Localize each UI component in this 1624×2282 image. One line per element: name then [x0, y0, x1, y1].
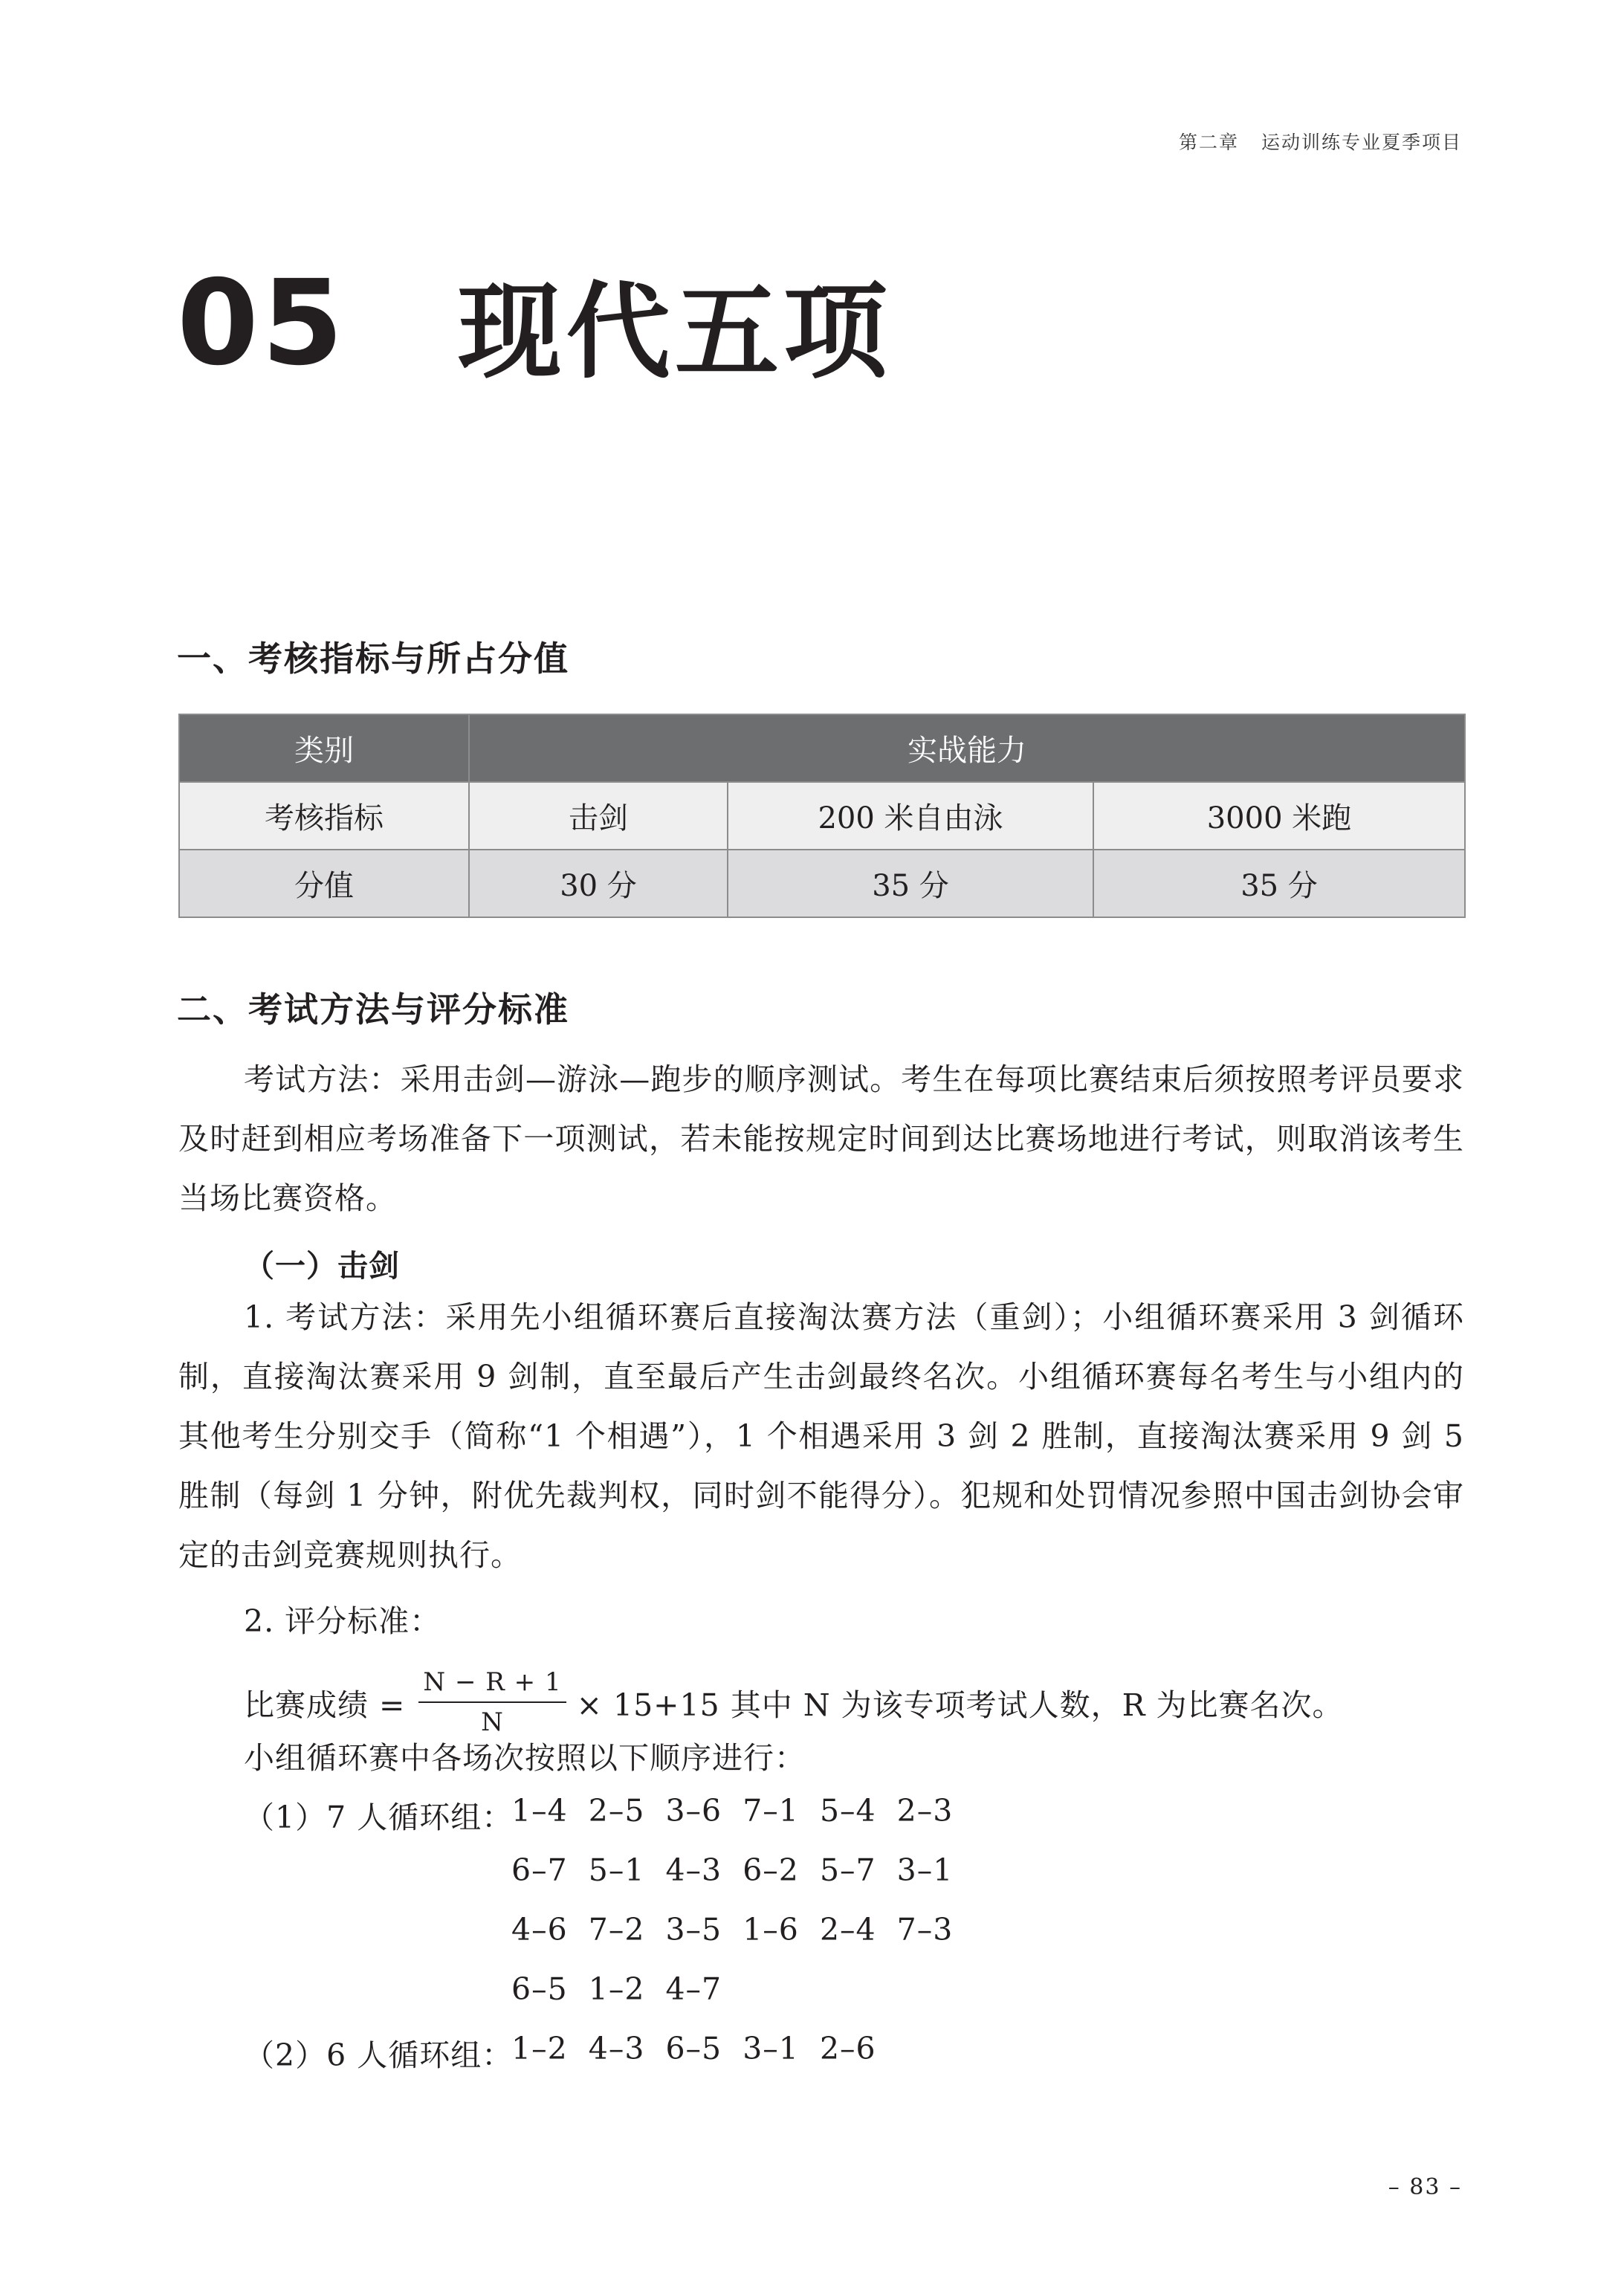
table-row: [179, 782, 1465, 850]
chapter-heading: [177, 255, 892, 393]
seven-group-label: （1）7 人循环组：: [244, 1800, 514, 1835]
section-heading-1: 一、考核指标与所占分值: [177, 639, 569, 679]
intro-paragraph: 考试方法：采用击剑—游泳—跑步的顺序测试。考生在每项比赛结束后须按照考评员要求及时赶到相应考场准备下一项测试，若未能按规定时间到达比赛场地进行考试，则取消该考生当场比赛资格。: [178, 1061, 1464, 1216]
table-cell: 击剑: [469, 782, 728, 850]
seven-group-row: 4–6 7–2 3–5 1–6 2–4 7–3: [511, 1912, 954, 1948]
page-number: – 83 –: [1388, 2174, 1462, 2200]
formula-suffix: × 15+15 其中 N 为该专项考试人数，R 为比赛名次。: [576, 1687, 1344, 1723]
table-header-group: 实战能力: [469, 714, 1465, 782]
formula-fraction: [418, 1667, 566, 1737]
chapter-name: 现代五项: [457, 271, 892, 393]
table-header-row: [179, 714, 1465, 782]
fencing-heading: （一）击剑: [244, 1248, 400, 1284]
six-group-row: 1–2 4–3 6–5 3–1 2–6: [511, 2031, 876, 2066]
header-chapter: 第二章: [1178, 132, 1239, 153]
formula-denominator: N: [481, 1707, 504, 1737]
table-header-category: 类别: [179, 714, 469, 782]
table-row-label: 分值: [179, 850, 469, 917]
table-row-label: 考核指标: [179, 782, 469, 850]
table-cell: 3000 米跑: [1093, 782, 1465, 850]
scoring-heading: 2. 评分标准：: [244, 1603, 441, 1639]
round-robin-intro: 小组循环赛中各场次按照以下顺序进行：: [244, 1740, 806, 1776]
header-title: 运动训练专业夏季项目: [1261, 132, 1462, 153]
table-cell: 200 米自由泳: [728, 782, 1093, 850]
running-header: [1179, 128, 1462, 155]
formula-prefix: 比赛成绩 =: [244, 1687, 406, 1723]
formula-numerator: N − R + 1: [418, 1667, 566, 1703]
seven-group-row: 6–5 1–2 4–7: [511, 1971, 722, 2007]
section-heading-2: 二、考试方法与评分标准: [177, 989, 569, 1030]
seven-group-row: 6–7 5–1 4–3 6–2 5–7 3–1: [511, 1852, 954, 1888]
score-table: [178, 714, 1466, 918]
score-formula: [244, 1661, 1344, 1743]
table-cell: 35 分: [1093, 850, 1465, 917]
table-row: [179, 850, 1465, 917]
fencing-method-paragraph: 1. 考试方法：采用先小组循环赛后直接淘汰赛方法（重剑）；小组循环赛采用 3 剑循环制，直接淘汰赛采用 9 剑制，直至最后产生击剑最终名次。小组循环赛每名考生与小组内的其他考生分别交手（简称“1 个相遇”），1 个相遇采用 3 剑 2 胜制，直接淘汰赛采用 9 剑 5 胜制（每剑 1 分钟，附优先裁判权，同时剑不能得分）。犯规和处罚情况参照中国击剑协会审定的击剑竞赛规则执行。: [178, 1299, 1464, 1573]
seven-group-row: 1–4 2–5 3–6 7–1 5–4 2–3: [511, 1793, 954, 1829]
table-cell: 35 分: [728, 850, 1093, 917]
six-group-label: （2）6 人循环组：: [244, 2037, 514, 2073]
table-cell: 30 分: [469, 850, 728, 917]
chapter-number: 05: [177, 255, 346, 392]
